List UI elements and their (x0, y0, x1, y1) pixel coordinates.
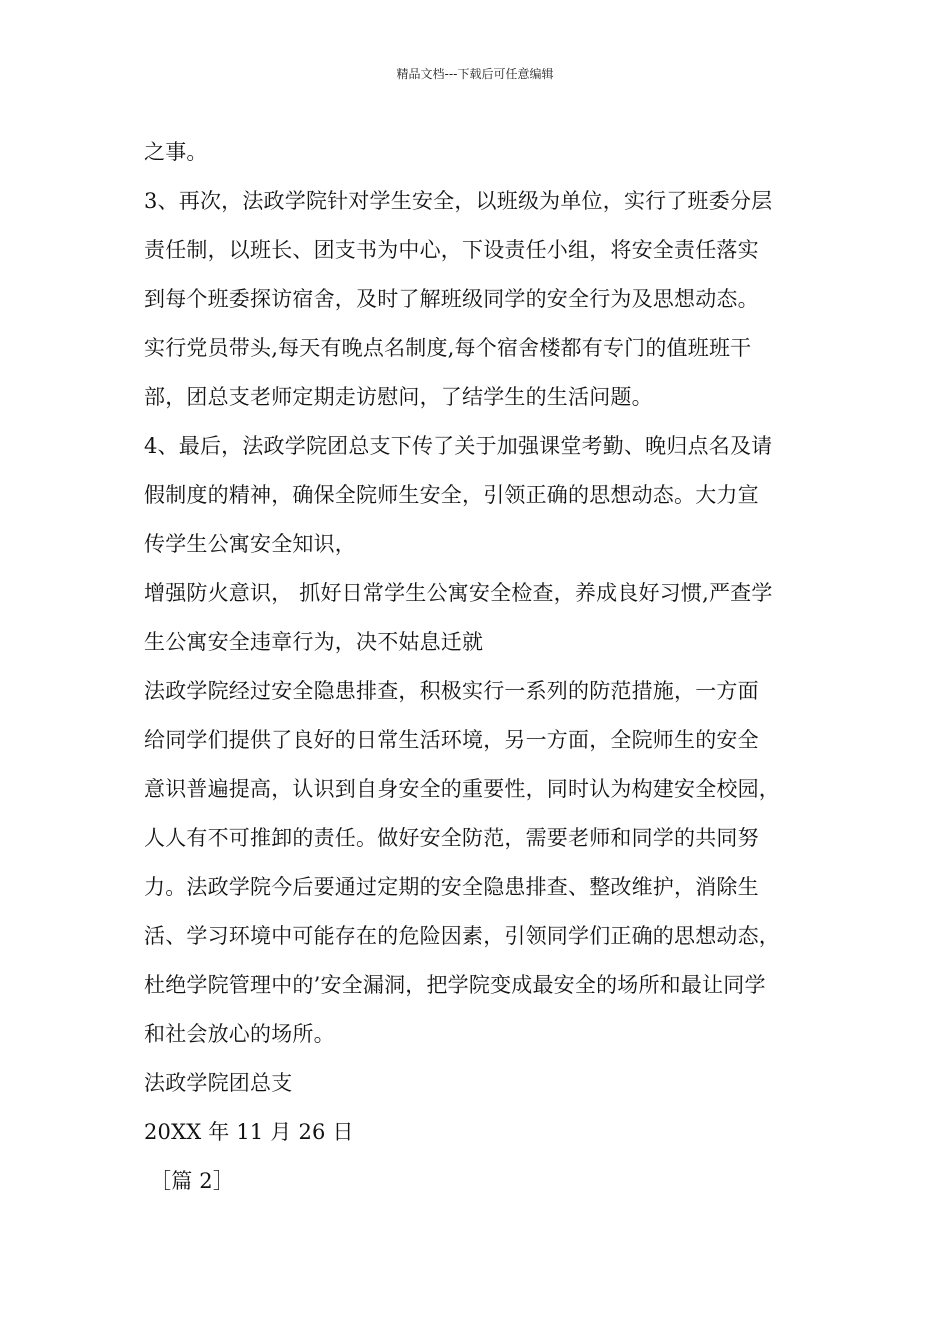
text-line: 之事。 (144, 140, 208, 164)
text-line: 力。法政学院今后要通过定期的安全隐患排查、整改维护，消除生 (144, 875, 759, 899)
text-line: 传学生公寓安全知识， (144, 532, 356, 556)
document-body (144, 128, 844, 1206)
text-line: 意识普遍提高，认识到自身安全的重要性，同时认为构建安全校园， (144, 777, 780, 801)
text-line: 4、最后，法政学院团总支下传了关于加强课堂考勤、晚归点名及请 (144, 434, 773, 458)
text-line: 杜绝学院管理中的’安全漏洞，把学院变成最安全的场所和最让同学 (144, 973, 766, 997)
text-line: 活、学习环境中可能存在的危险因素，引领同学们正确的思想动态， (144, 924, 780, 948)
text-line: 假制度的精神，确保全院师生安全，引领正确的思想动态。大力宣 (144, 483, 759, 507)
text-line: 到每个班委探访宿舍，及时了解班级同学的安全行为及思想动态。 (144, 287, 759, 311)
text-line: 人人有不可推卸的责任。做好安全防范，需要老师和同学的共同努 (144, 826, 759, 850)
signature-date: 20XX 年 11 月 26 日 (144, 1120, 354, 1144)
text-line: 生公寓安全违章行为，决不姑息迁就 (144, 630, 484, 654)
text-line: 给同学们提供了良好的日常生活环境，另一方面，全院师生的安全 (144, 728, 759, 752)
text-line: 实行党员带头,每天有晚点名制度,每个宿舍楼都有专门的值班班干 (144, 336, 752, 360)
text-line: 部，团总支老师定期走访慰问，了结学生的生活问题。 (144, 385, 653, 409)
text-line: 法政学院经过安全隐患排查，积极实行一系列的防范措施，一方面 (144, 679, 759, 703)
signature-organization: 法政学院团总支 (144, 1071, 293, 1095)
text-line: 和社会放心的场所。 (144, 1022, 335, 1046)
text-line: 责任制，以班长、团支书为中心，下设责任小组，将安全责任落实 (144, 238, 759, 262)
page-header: 精品文档---下载后可任意编辑 (396, 67, 554, 81)
text-line: 3、再次，法政学院针对学生安全，以班级为单位，实行了班委分层 (144, 189, 773, 213)
text-line: 增强防火意识， 抓好日常学生公寓安全检查，养成良好习惯,严查学 (144, 581, 773, 605)
section-label: ［篇 2］ (150, 1169, 235, 1193)
